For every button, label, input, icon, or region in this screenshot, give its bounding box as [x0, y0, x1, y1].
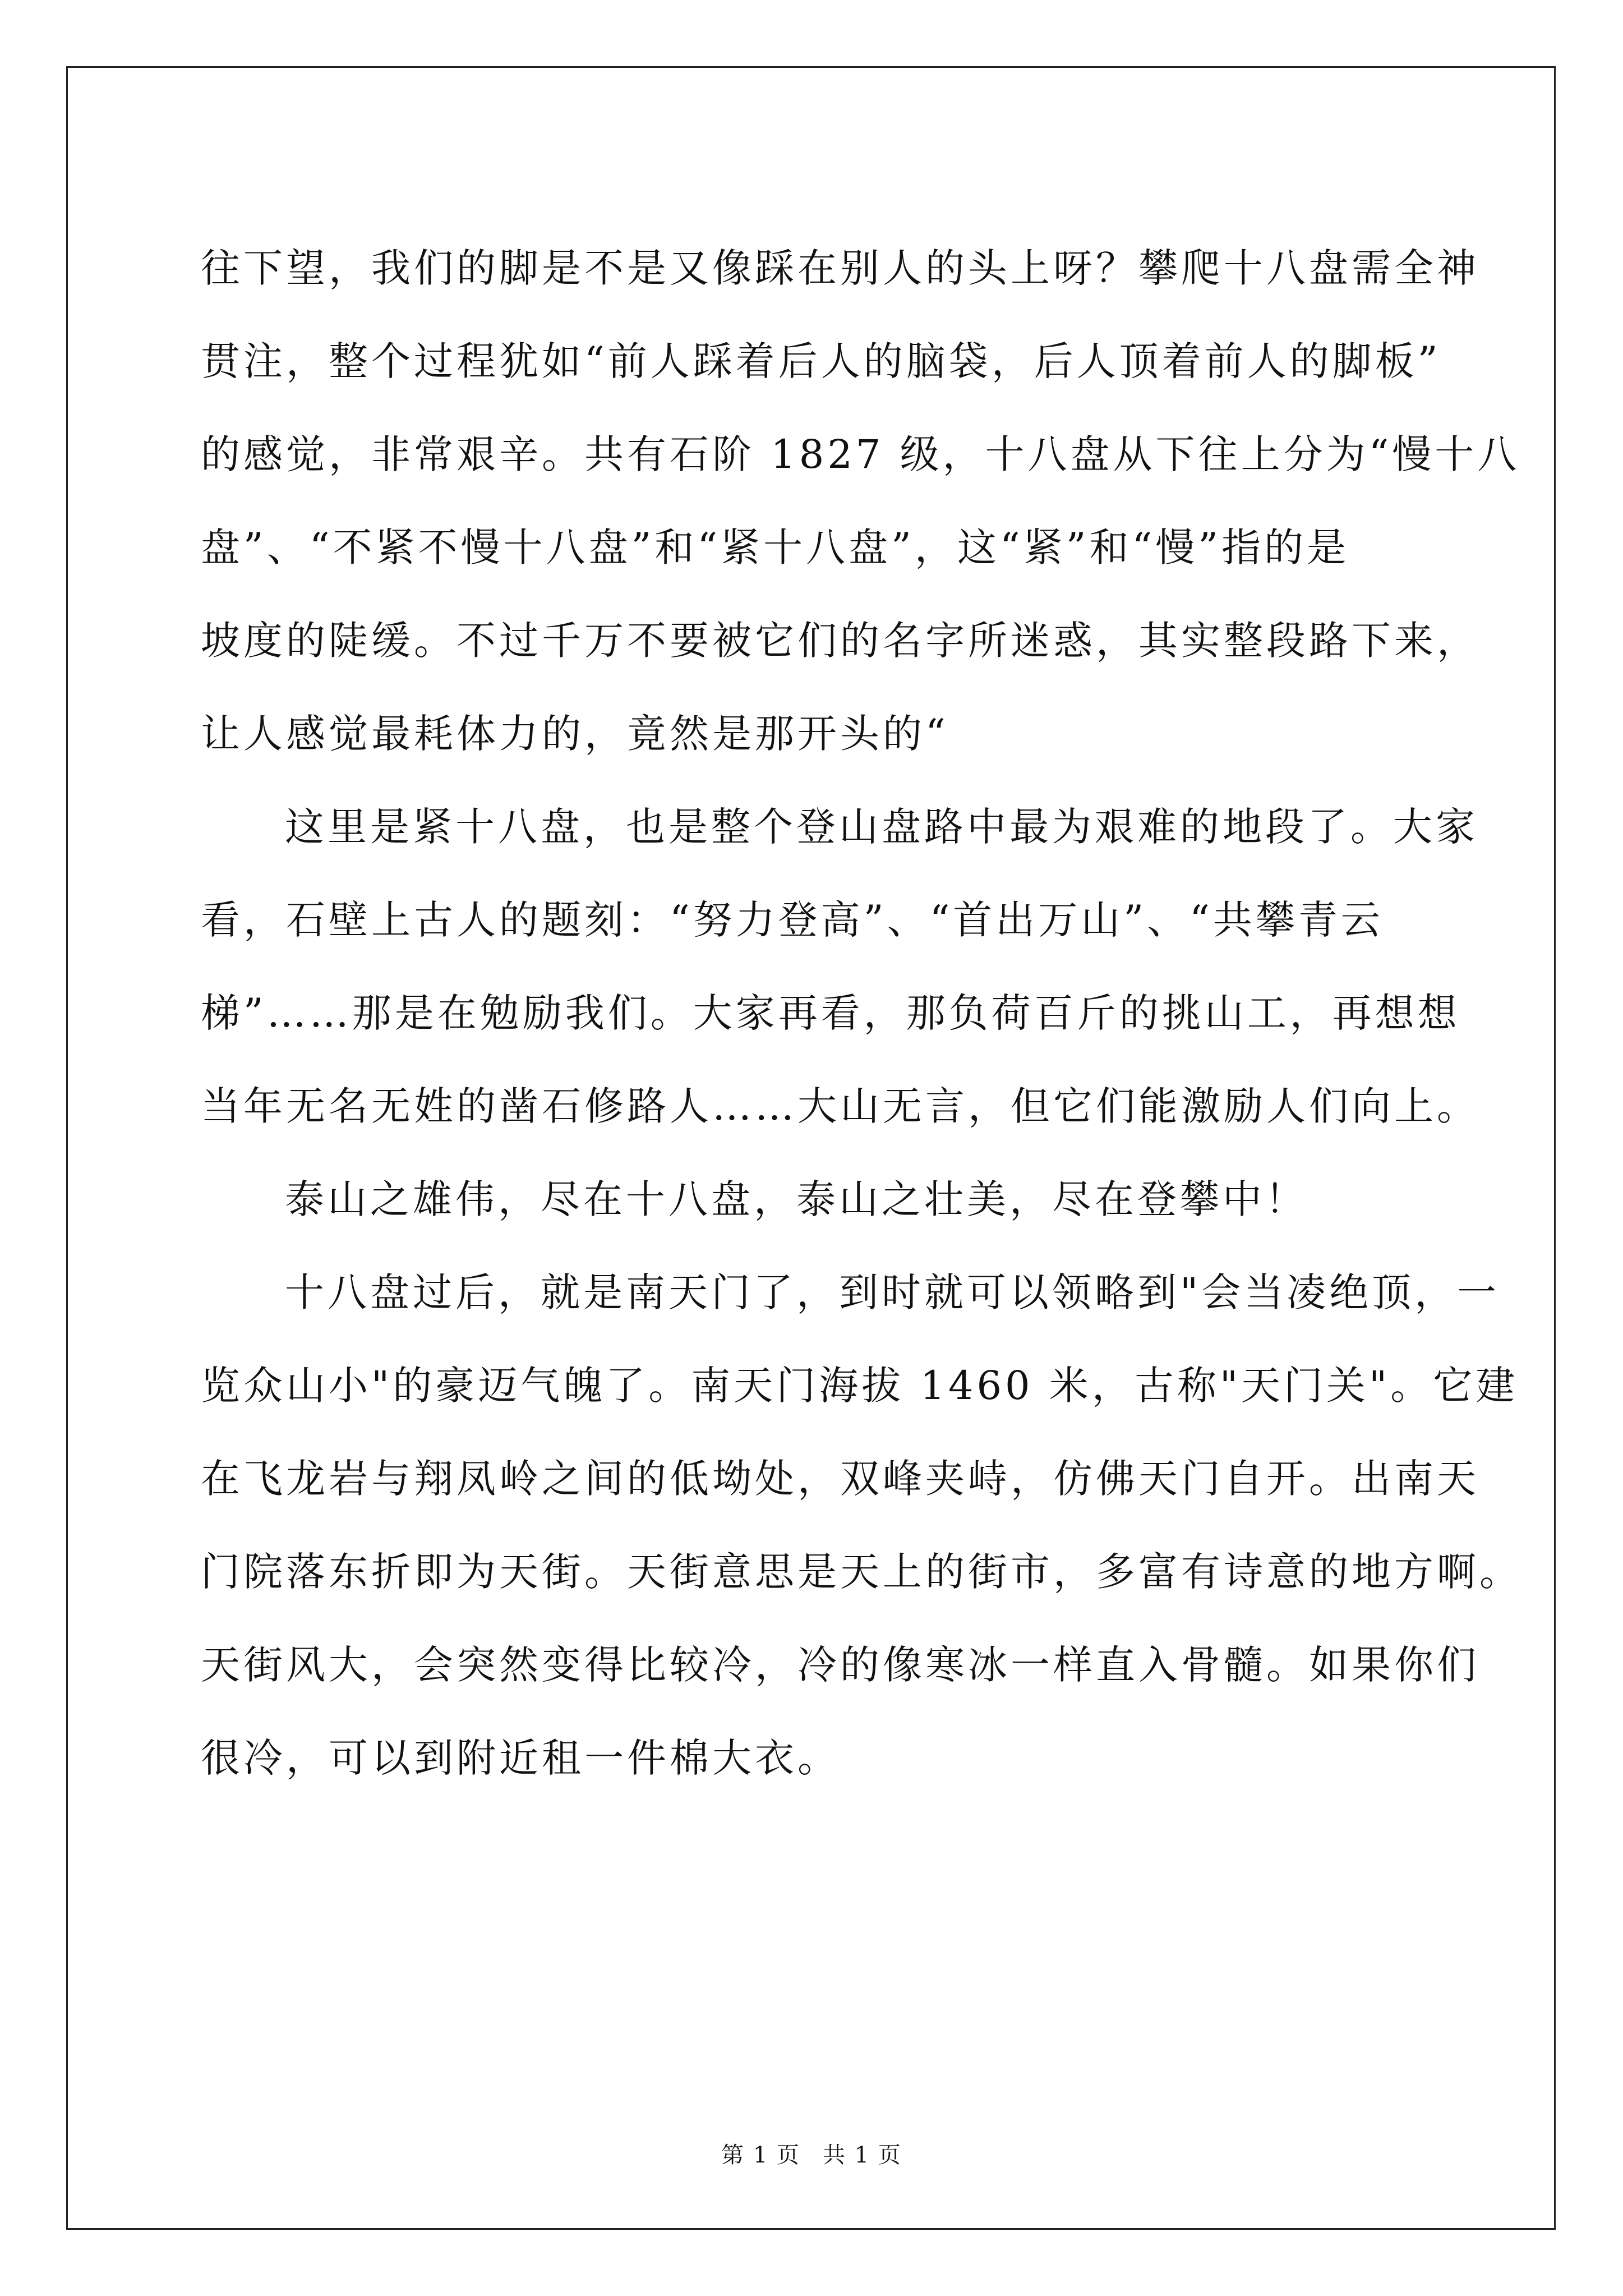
paragraph-2: [201, 780, 1479, 1153]
document-body: [201, 222, 1522, 1805]
text-line: 贯注，整个过程犹如“前人踩着后人的脑袋，后人顶着前人的脚板”: [201, 338, 1441, 384]
text-line: 十八盘过后，就是南天门了，到时就可以领略到"会当凌绝顶，一: [285, 1269, 1500, 1315]
text-line: 门院落东折即为天街。天街意思是天上的街市，多富有诗意的地方啊。: [201, 1549, 1522, 1595]
text-line: 当年无名无姓的凿石修路人……大山无言，但它们能激励人们向上。: [201, 1083, 1479, 1129]
text-line: 看，石壁上古人的题刻：“努力登高”、“首出万山”、“共攀青云: [201, 897, 1384, 943]
text-line: 的感觉，非常艰辛。共有石阶 1827 级，十八盘从下往上分为“慢十八: [201, 431, 1520, 477]
paragraph-4: [201, 1246, 1522, 1805]
text-line: 天街风大，会突然变得比较冷，冷的像寒冰一样直入骨髓。如果你们: [201, 1642, 1479, 1688]
text-line: 往下望，我们的脚是不是又像踩在别人的头上呀？攀爬十八盘需全神: [201, 245, 1479, 291]
text-line: 让人感觉最耗体力的，竟然是那开头的“: [201, 711, 949, 757]
text-line: 泰山之雄伟，尽在十八盘，泰山之壮美，尽在登攀中！: [285, 1176, 1308, 1222]
page-number: 第 1 页: [721, 2142, 800, 2168]
text-line: 盘”、“不紧不慢十八盘”和“紧十八盘”，这“紧”和“慢”指的是: [201, 524, 1350, 570]
page-footer: [0, 2137, 1623, 2169]
paragraph-3: [201, 1153, 1457, 1246]
text-line: 览众山小"的豪迈气魄了。南天门海拔 1460 米，古称"天门关"。它建: [201, 1363, 1519, 1409]
page-total: 共 1 页: [823, 2142, 902, 2168]
text-line: 很冷，可以到附近租一件棉大衣。: [201, 1735, 840, 1781]
paragraph-1: [201, 222, 1520, 780]
text-line: 梯”……那是在勉励我们。大家再看，那负荷百斤的挑山工，再想想: [201, 990, 1460, 1036]
text-line: 这里是紧十八盘，也是整个登山盘路中最为艰难的地段了。大家: [285, 804, 1478, 850]
text-line: 坡度的陡缓。不过千万不要被它们的名字所迷惑，其实整段路下来，: [201, 618, 1479, 664]
text-line: 在飞龙岩与翔凤岭之间的低坳处，双峰夹峙，仿佛天门自开。出南天: [201, 1456, 1479, 1502]
